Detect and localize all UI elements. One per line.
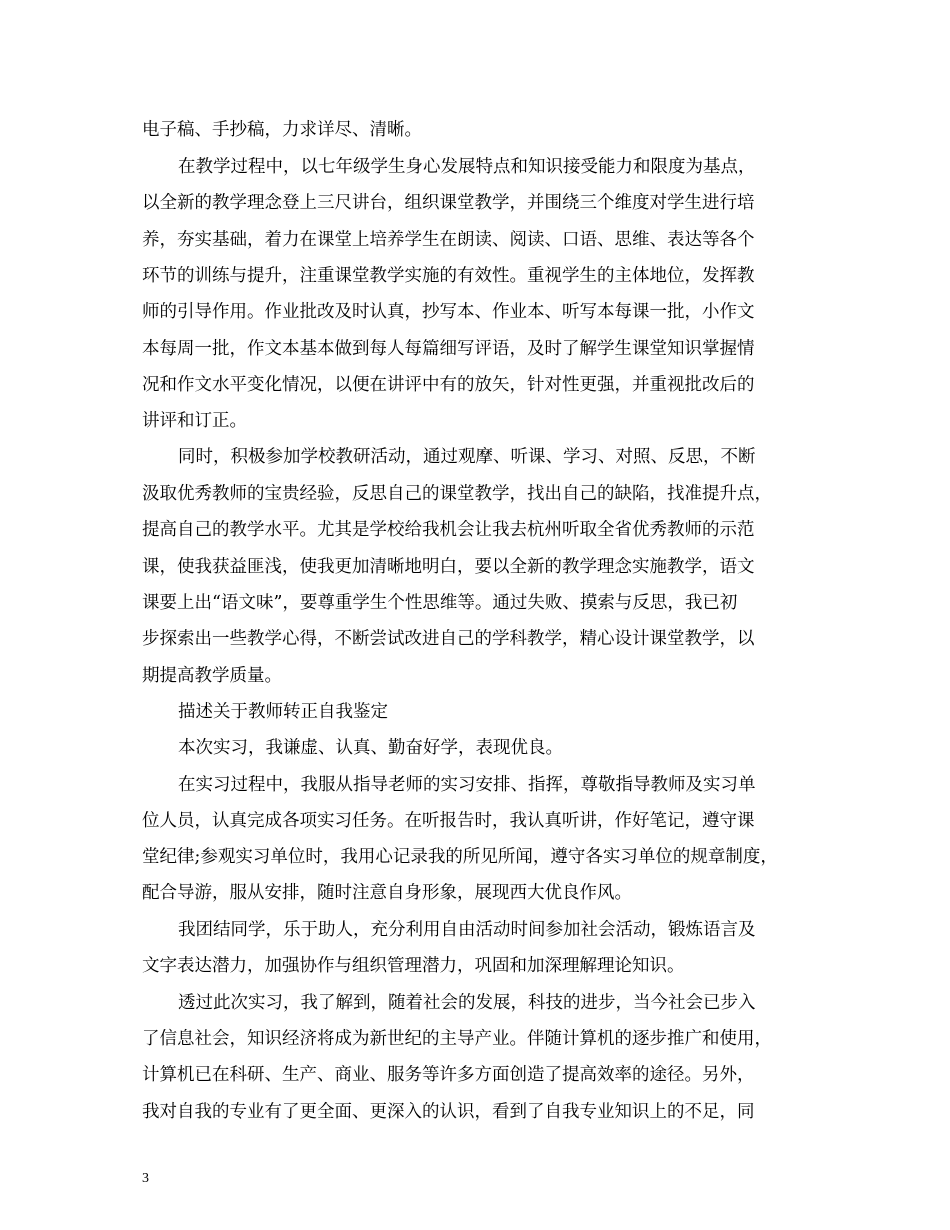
- text-line: 了信息社会，知识经济将成为新世纪的主导产业。伴随计算机的逐步推广和使用，: [142, 1029, 772, 1049]
- text-line: 况和作文水平变化情况，以便在讲评中有的放矢，针对性更强，并重视批改后的: [142, 375, 755, 395]
- text-line: 本每周一批，作文本基本做到每人每篇细写评语，及时了解学生课堂知识掌握情: [142, 339, 755, 359]
- text-line: 堂纪律;参观实习单位时，我用心记录我的所见所闻，遵守各实习单位的规章制度，: [142, 847, 778, 867]
- paragraph-first-line: 在实习过程中，我服从指导老师的实习安排、指挥，尊敬指导教师及实习单: [178, 775, 756, 795]
- text-line: 环节的训练与提升，注重课堂教学实施的有效性。重视学生的主体地位，发挥教: [142, 266, 755, 286]
- text-line: 提高自己的教学水平。尤其是学校给我机会让我去杭州听取全省优秀教师的示范: [142, 520, 755, 540]
- text-line: 位人员，认真完成各项实习任务。在听报告时，我认真听讲，作好笔记，遵守课: [142, 811, 755, 831]
- text-line: 电子稿、手抄稿，力求详尽、清晰。: [142, 120, 422, 140]
- paragraph-first-line: 我团结同学，乐于助人，充分利用自由活动时间参加社会活动，锻炼语言及: [178, 920, 756, 940]
- text-line: 配合导游，服从安排，随时注意自身形象，展现西大优良作风。: [142, 883, 632, 903]
- text-line: 师的引导作用。作业批改及时认真，抄写本、作业本、听写本每课一批，小作文: [142, 302, 755, 322]
- section-heading: 描述关于教师转正自我鉴定: [178, 702, 388, 722]
- text-line: 以全新的教学理念登上三尺讲台，组织课堂教学，并围绕三个维度对学生进行培: [142, 193, 755, 213]
- paragraph-first-line: 透过此次实习，我了解到，随着社会的发展，科技的进步，当今社会已步入: [178, 993, 756, 1013]
- page-number: 3: [142, 1171, 149, 1186]
- text-line: 汲取优秀教师的宝贵经验，反思自己的课堂教学，找出自己的缺陷，找准提升点，: [142, 484, 772, 504]
- paragraph-first-line: 在教学过程中，以七年级学生身心发展特点和知识接受能力和限度为基点，: [178, 157, 756, 177]
- text-line: 计算机已在科研、生产、商业、服务等许多方面创造了提高效率的途径。另外，: [142, 1065, 755, 1085]
- text-line: 期提高教学质量。: [142, 666, 282, 686]
- text-line: 讲评和订正。: [142, 411, 247, 431]
- text-line: 步探索出一些教学心得，不断尝试改进自己的学科教学，精心设计课堂教学，以: [142, 629, 755, 649]
- text-line: 养，夯实基础，着力在课堂上培养学生在朗读、阅读、口语、思维、表达等各个: [142, 230, 755, 250]
- paragraph-first-line: 同时，积极参加学校教研活动，通过观摩、听课、学习、对照、反思，不断: [178, 447, 756, 467]
- paragraph-first-line: 本次实习，我谦虚、认真、勤奋好学，表现优良。: [178, 738, 563, 758]
- text-line: 我对自我的专业有了更全面、更深入的认识，看到了自我专业知识上的不足，同: [142, 1102, 755, 1122]
- text-line: 课，使我获益匪浅，使我更加清晰地明白，要以全新的教学理念实施教学，语文: [142, 557, 755, 577]
- text-line: 文字表达潜力，加强协作与组织管理潜力，巩固和加深理解理论知识。: [142, 956, 685, 976]
- text-line: 课要上出“语文味”，要尊重学生个性思维等。通过失败、摸索与反思，我已初: [142, 593, 738, 613]
